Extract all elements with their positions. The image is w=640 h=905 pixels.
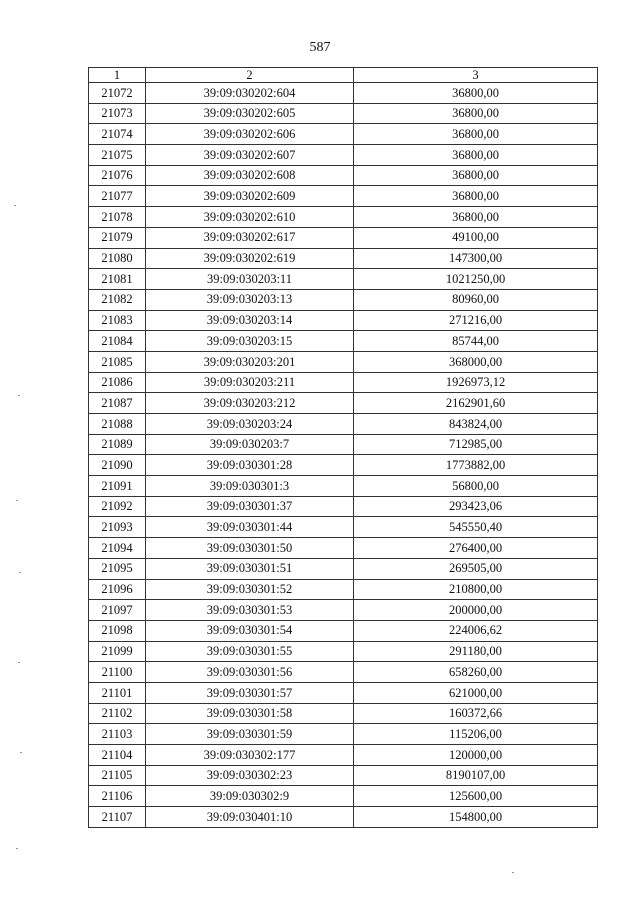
- row-number-cell: 21074: [89, 124, 146, 145]
- table-row: [89, 393, 598, 414]
- table-body: [89, 83, 598, 828]
- table-row: [89, 124, 598, 145]
- cadastral-value-cell: 120000,00: [354, 745, 598, 766]
- cadastral-number-cell: 39:09:030301:56: [146, 662, 354, 683]
- row-number-cell: 21101: [89, 682, 146, 703]
- row-number-cell: 21086: [89, 372, 146, 393]
- cadastral-number-cell: 39:09:030302:23: [146, 765, 354, 786]
- row-number-cell: 21087: [89, 393, 146, 414]
- row-number-cell: 21092: [89, 496, 146, 517]
- row-number-cell: 21106: [89, 786, 146, 807]
- cadastral-number-cell: 39:09:030203:201: [146, 351, 354, 372]
- table-row: [89, 786, 598, 807]
- cadastral-value-cell: 36800,00: [354, 103, 598, 124]
- table-row: [89, 289, 598, 310]
- cadastral-value-cell: 160372,66: [354, 703, 598, 724]
- cadastral-number-cell: 39:09:030302:9: [146, 786, 354, 807]
- row-number-cell: 21075: [89, 145, 146, 166]
- table-row: [89, 434, 598, 455]
- row-number-cell: 21083: [89, 310, 146, 331]
- cadastral-number-cell: 39:09:030202:610: [146, 207, 354, 228]
- row-number-cell: 21080: [89, 248, 146, 269]
- cadastral-number-cell: 39:09:030301:54: [146, 620, 354, 641]
- row-number-cell: 21072: [89, 83, 146, 104]
- row-number-cell: 21098: [89, 620, 146, 641]
- row-number-cell: 21076: [89, 165, 146, 186]
- cadastral-number-cell: 39:09:030301:37: [146, 496, 354, 517]
- table-row: [89, 496, 598, 517]
- table-row: [89, 207, 598, 228]
- cadastral-value-cell: 8190107,00: [354, 765, 598, 786]
- row-number-cell: 21105: [89, 765, 146, 786]
- table-row: [89, 538, 598, 559]
- cadastral-value-cell: 2162901,60: [354, 393, 598, 414]
- table-row: [89, 83, 598, 104]
- cadastral-number-cell: 39:09:030301:51: [146, 558, 354, 579]
- row-number-cell: 21082: [89, 289, 146, 310]
- table-row: [89, 620, 598, 641]
- table-row: [89, 703, 598, 724]
- table-row: [89, 600, 598, 621]
- cadastral-number-cell: 39:09:030202:609: [146, 186, 354, 207]
- row-number-cell: 21103: [89, 724, 146, 745]
- table-row: [89, 455, 598, 476]
- table-row: [89, 165, 598, 186]
- table-row: [89, 558, 598, 579]
- table-row: [89, 351, 598, 372]
- cadastral-number-cell: 39:09:030202:606: [146, 124, 354, 145]
- row-number-cell: 21079: [89, 227, 146, 248]
- cadastral-number-cell: 39:09:030203:15: [146, 331, 354, 352]
- table-row: [89, 269, 598, 290]
- page-number: 587: [309, 40, 331, 55]
- cadastral-value-cell: 56800,00: [354, 476, 598, 497]
- cadastral-number-cell: 39:09:030301:58: [146, 703, 354, 724]
- table-row: [89, 414, 598, 435]
- cadastral-value-cell: 293423,06: [354, 496, 598, 517]
- cadastral-number-cell: 39:09:030301:50: [146, 538, 354, 559]
- cadastral-number-cell: 39:09:030203:11: [146, 269, 354, 290]
- cadastral-value-cell: 1021250,00: [354, 269, 598, 290]
- row-number-cell: 21095: [89, 558, 146, 579]
- cadastral-number-cell: 39:09:030202:617: [146, 227, 354, 248]
- cadastral-value-cell: 147300,00: [354, 248, 598, 269]
- table-row: [89, 476, 598, 497]
- header-row: [89, 68, 598, 83]
- cadastral-value-cell: 368000,00: [354, 351, 598, 372]
- table-row: [89, 641, 598, 662]
- column-header-3: 3: [354, 68, 598, 83]
- cadastral-number-cell: 39:09:030202:619: [146, 248, 354, 269]
- row-number-cell: 21093: [89, 517, 146, 538]
- cadastral-value-cell: 36800,00: [354, 145, 598, 166]
- cadastral-value-cell: 291180,00: [354, 641, 598, 662]
- cadastral-value-cell: 545550,40: [354, 517, 598, 538]
- cadastral-number-cell: 39:09:030301:53: [146, 600, 354, 621]
- table-row: [89, 724, 598, 745]
- table-row: [89, 310, 598, 331]
- cadastral-value-cell: 115206,00: [354, 724, 598, 745]
- cadastral-value-cell: 269505,00: [354, 558, 598, 579]
- cadastral-value-cell: 36800,00: [354, 83, 598, 104]
- table-row: [89, 807, 598, 828]
- cadastral-number-cell: 39:09:030302:177: [146, 745, 354, 766]
- registry-table: [88, 67, 598, 828]
- row-number-cell: 21099: [89, 641, 146, 662]
- row-number-cell: 21102: [89, 703, 146, 724]
- cadastral-value-cell: 36800,00: [354, 165, 598, 186]
- cadastral-number-cell: 39:09:030202:604: [146, 83, 354, 104]
- cadastral-number-cell: 39:09:030203:212: [146, 393, 354, 414]
- cadastral-value-cell: 85744,00: [354, 331, 598, 352]
- row-number-cell: 21077: [89, 186, 146, 207]
- cadastral-number-cell: 39:09:030301:28: [146, 455, 354, 476]
- table-row: [89, 186, 598, 207]
- column-header-1: 1: [89, 68, 146, 83]
- table-row: [89, 662, 598, 683]
- row-number-cell: 21097: [89, 600, 146, 621]
- column-header-2: 2: [146, 68, 354, 83]
- table-row: [89, 579, 598, 600]
- row-number-cell: 21081: [89, 269, 146, 290]
- row-number-cell: 21088: [89, 414, 146, 435]
- cadastral-number-cell: 39:09:030301:52: [146, 579, 354, 600]
- cadastral-number-cell: 39:09:030301:3: [146, 476, 354, 497]
- cadastral-value-cell: 224006,62: [354, 620, 598, 641]
- cadastral-number-cell: 39:09:030203:7: [146, 434, 354, 455]
- table-row: [89, 517, 598, 538]
- cadastral-value-cell: 210800,00: [354, 579, 598, 600]
- table-header: [89, 68, 598, 83]
- cadastral-value-cell: 36800,00: [354, 207, 598, 228]
- cadastral-number-cell: 39:09:030202:608: [146, 165, 354, 186]
- row-number-cell: 21090: [89, 455, 146, 476]
- row-number-cell: 21085: [89, 351, 146, 372]
- cadastral-number-cell: 39:09:030203:14: [146, 310, 354, 331]
- cadastral-value-cell: 843824,00: [354, 414, 598, 435]
- cadastral-number-cell: 39:09:030301:57: [146, 682, 354, 703]
- cadastral-value-cell: 200000,00: [354, 600, 598, 621]
- table-row: [89, 145, 598, 166]
- cadastral-number-cell: 39:09:030203:13: [146, 289, 354, 310]
- table-row: [89, 248, 598, 269]
- cadastral-number-cell: 39:09:030301:59: [146, 724, 354, 745]
- cadastral-value-cell: 621000,00: [354, 682, 598, 703]
- cadastral-number-cell: 39:09:030202:605: [146, 103, 354, 124]
- table-row: [89, 682, 598, 703]
- table-row: [89, 745, 598, 766]
- cadastral-value-cell: 49100,00: [354, 227, 598, 248]
- row-number-cell: 21078: [89, 207, 146, 228]
- cadastral-value-cell: 271216,00: [354, 310, 598, 331]
- row-number-cell: 21100: [89, 662, 146, 683]
- cadastral-number-cell: 39:09:030401:10: [146, 807, 354, 828]
- row-number-cell: 21094: [89, 538, 146, 559]
- cadastral-number-cell: 39:09:030202:607: [146, 145, 354, 166]
- cadastral-value-cell: 276400,00: [354, 538, 598, 559]
- table-row: [89, 372, 598, 393]
- row-number-cell: 21073: [89, 103, 146, 124]
- cadastral-number-cell: 39:09:030301:44: [146, 517, 354, 538]
- row-number-cell: 21091: [89, 476, 146, 497]
- row-number-cell: 21089: [89, 434, 146, 455]
- cadastral-value-cell: 658260,00: [354, 662, 598, 683]
- row-number-cell: 21084: [89, 331, 146, 352]
- cadastral-number-cell: 39:09:030301:55: [146, 641, 354, 662]
- cadastral-value-cell: 80960,00: [354, 289, 598, 310]
- cadastral-number-cell: 39:09:030203:211: [146, 372, 354, 393]
- row-number-cell: 21104: [89, 745, 146, 766]
- cadastral-value-cell: 36800,00: [354, 186, 598, 207]
- table-row: [89, 227, 598, 248]
- table-row: [89, 331, 598, 352]
- cadastral-value-cell: 1773882,00: [354, 455, 598, 476]
- cadastral-value-cell: 125600,00: [354, 786, 598, 807]
- row-number-cell: 21096: [89, 579, 146, 600]
- cadastral-value-cell: 712985,00: [354, 434, 598, 455]
- cadastral-number-cell: 39:09:030203:24: [146, 414, 354, 435]
- row-number-cell: 21107: [89, 807, 146, 828]
- cadastral-value-cell: 36800,00: [354, 124, 598, 145]
- cadastral-value-cell: 1926973,12: [354, 372, 598, 393]
- table-row: [89, 103, 598, 124]
- cadastral-value-cell: 154800,00: [354, 807, 598, 828]
- table-row: [89, 765, 598, 786]
